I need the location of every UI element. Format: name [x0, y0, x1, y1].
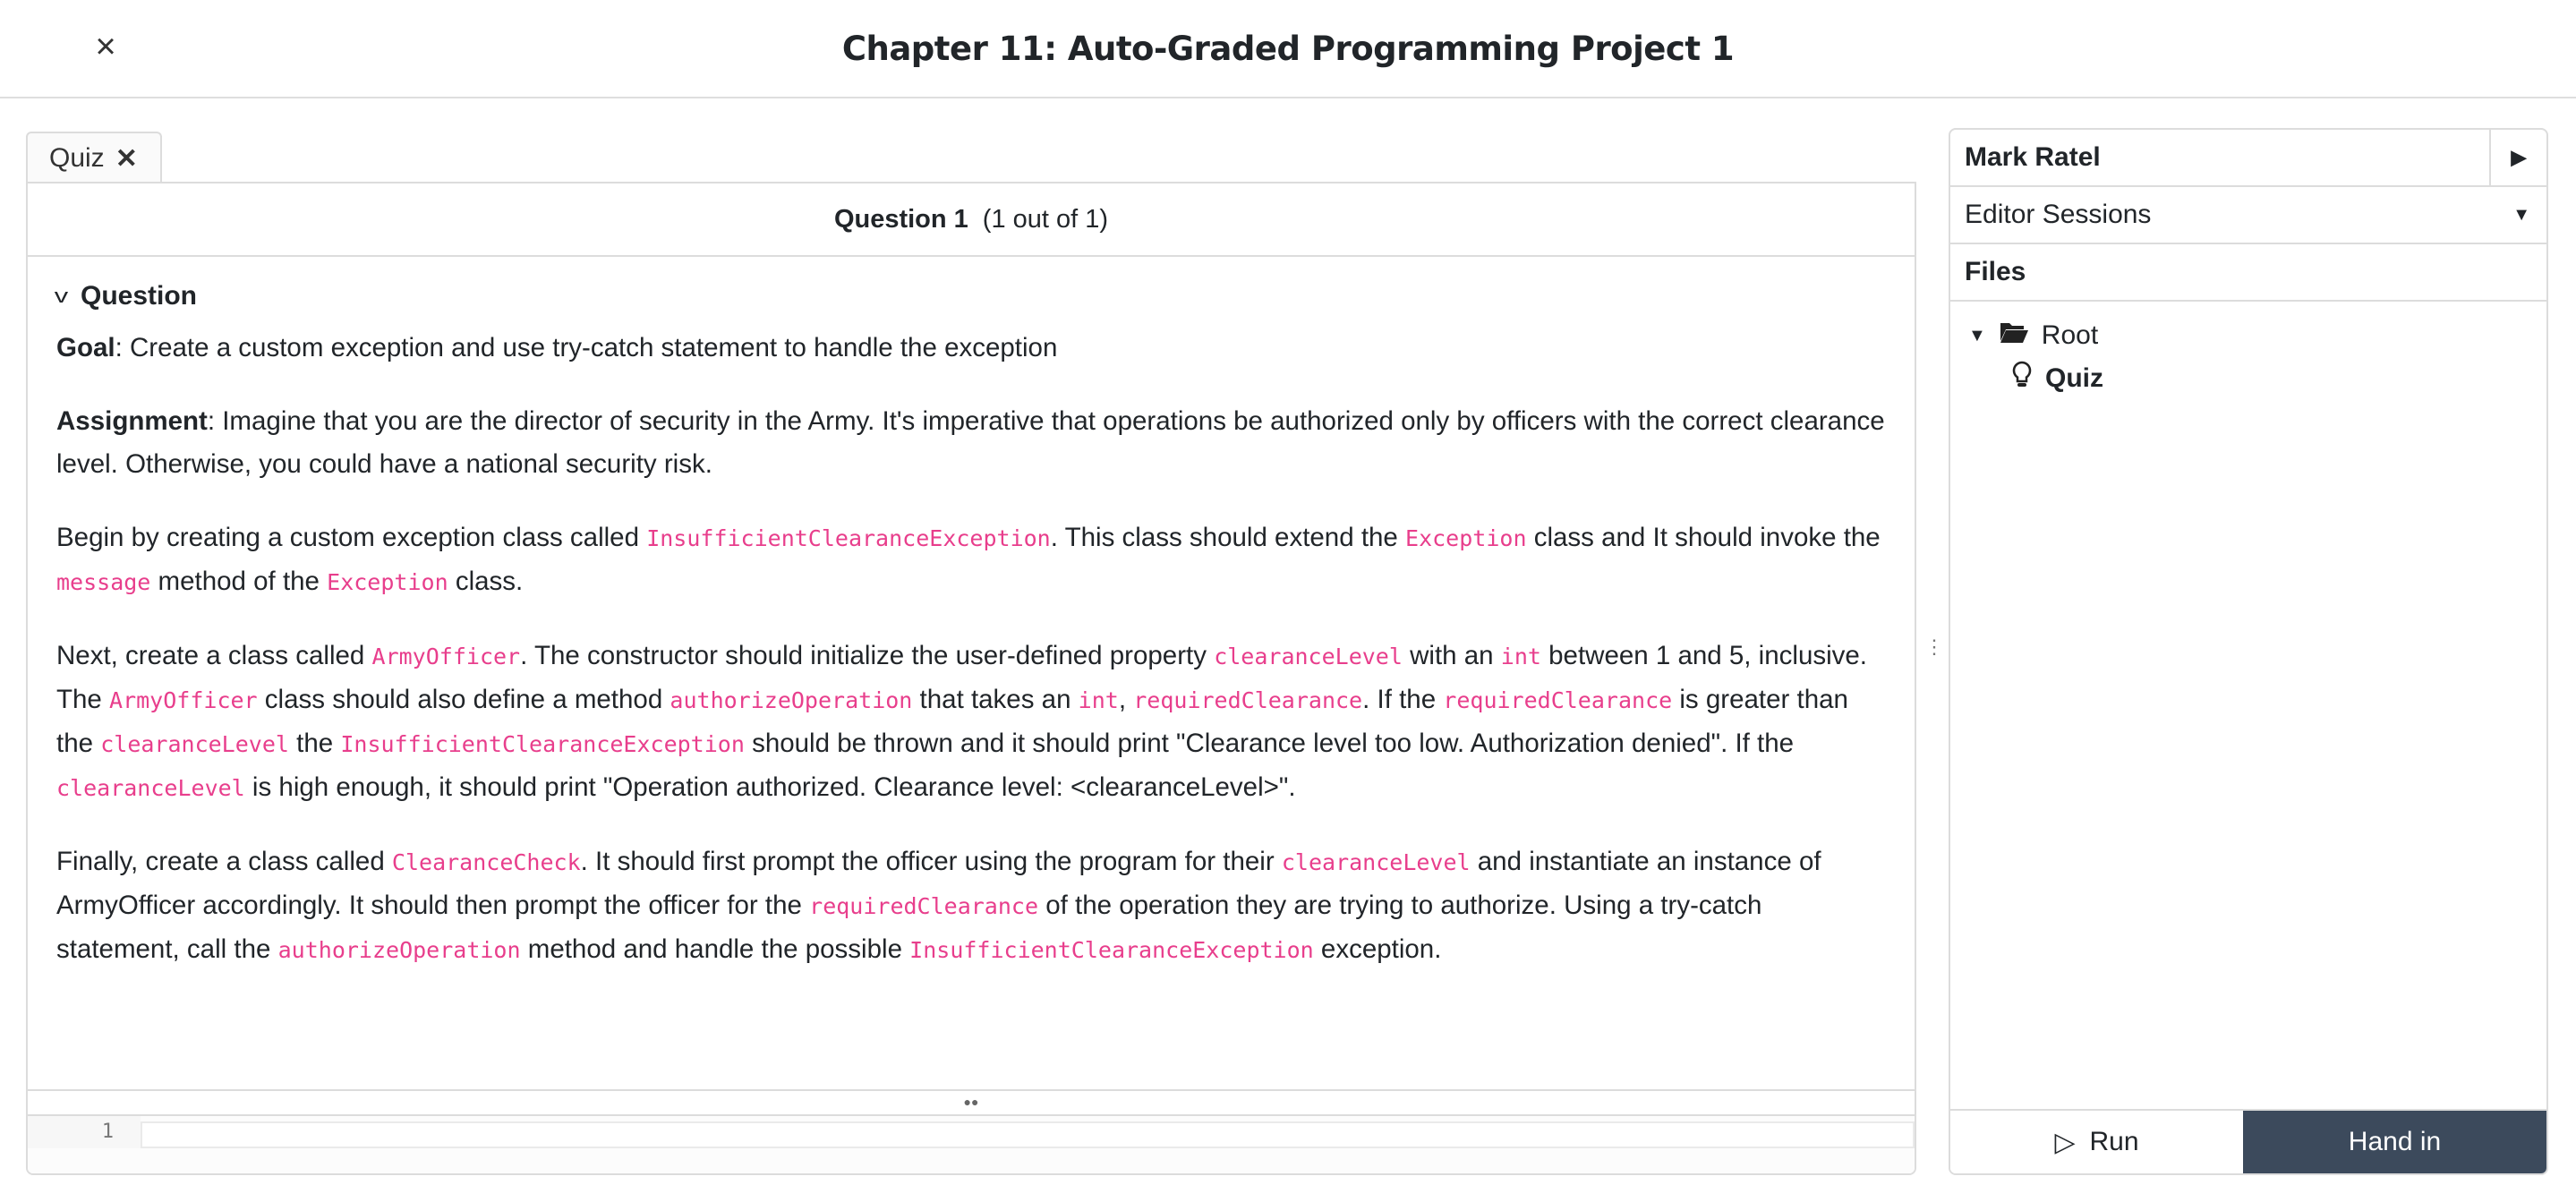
root-label: Root — [2041, 320, 2099, 350]
header — [0, 0, 2576, 98]
text-segment: and instantiate an instance of ArmyOfficer accordingly. It should then prompt the officer for the — [56, 847, 1821, 920]
code-identifier: ArmyOfficer — [371, 644, 521, 669]
lightbulb-icon — [2011, 361, 2033, 396]
code-identifier: InsufficientClearanceException — [340, 731, 745, 757]
folder-open-icon — [1999, 320, 2029, 352]
question-section-toggle[interactable] — [56, 275, 1886, 318]
tab-label: Quiz — [49, 143, 105, 173]
assignment-paragraph — [56, 400, 1886, 486]
paragraph-5 — [56, 840, 1886, 972]
code-identifier: requiredClearance — [1133, 687, 1363, 713]
text-segment: exception. — [1313, 934, 1442, 964]
code-identifier: int — [1078, 687, 1119, 713]
paragraph-4 — [56, 635, 1886, 810]
text-segment: Begin by creating a custom exception class called — [56, 523, 647, 552]
section-label: Question — [81, 281, 198, 311]
quiz-pane — [26, 132, 1916, 1175]
tab-quiz[interactable] — [26, 132, 162, 183]
text-segment: class and It should invoke the — [1526, 523, 1881, 552]
text-segment: is high enough, it should print "Operation authorized. Clearance level: <clearanceLevel>". — [244, 772, 1296, 802]
text-segment: class. — [448, 567, 524, 596]
code-identifier: int — [1500, 644, 1541, 669]
quiz-label: Quiz — [2045, 363, 2103, 393]
user-name: Mark Ratel — [1965, 142, 2101, 172]
text-segment: method and handle the possible — [520, 934, 910, 964]
text-segment: between 1 and 5, inclusive. The — [56, 641, 1868, 714]
sessions-label: Editor Sessions — [1965, 200, 2152, 229]
play-icon: ▷ — [2054, 1127, 2076, 1157]
files-label: Files — [1965, 257, 2026, 286]
code-identifier: requiredClearance — [1443, 687, 1673, 713]
text-segment: Finally, create a class called — [56, 847, 392, 876]
paragraph-3 — [56, 516, 1886, 604]
text-segment: that takes an — [912, 685, 1079, 714]
code-identifier: ClearanceCheck — [391, 849, 581, 875]
hand-in-button[interactable]: Hand in — [2243, 1111, 2546, 1173]
text-segment: class should also define a method — [257, 685, 670, 714]
code-identifier: InsufficientClearanceException — [646, 525, 1051, 551]
code-identifier: message — [56, 569, 151, 595]
files-heading — [1950, 244, 2546, 302]
close-tab-icon[interactable]: ✕ — [115, 143, 138, 174]
question-content — [28, 257, 1915, 1053]
code-identifier: clearanceLevel — [1281, 849, 1471, 875]
code-identifier: Exception — [327, 569, 448, 595]
question-header — [28, 183, 1915, 257]
chevron-down-icon: v — [54, 285, 69, 307]
caret-down-icon: ▼ — [1968, 325, 1986, 345]
run-label: Run — [2089, 1127, 2139, 1156]
code-identifier: ArmyOfficer — [109, 687, 258, 713]
page-title: Chapter 11: Auto-Graded Programming Project 1 — [841, 29, 1735, 68]
code-line[interactable] — [141, 1121, 1915, 1148]
text-segment: , — [1118, 685, 1134, 714]
code-identifier: clearanceLevel — [1214, 644, 1403, 669]
line-number: 1 — [28, 1116, 141, 1148]
code-identifier: InsufficientClearanceException — [909, 937, 1314, 963]
tree-item-quiz[interactable] — [1968, 357, 2529, 400]
text-segment: should be thrown and it should print "Clearance level too low. Authorization denied". If the — [744, 729, 1795, 758]
question-panel — [26, 182, 1916, 1175]
goal-paragraph — [56, 327, 1886, 370]
text-segment: the — [288, 729, 341, 758]
caret-right-icon[interactable]: ▶ — [2489, 130, 2546, 185]
close-icon[interactable]: × — [95, 27, 116, 66]
code-editor[interactable] — [28, 1116, 1915, 1175]
goal-text: : Create a custom exception and use try-catch statement to handle the exception — [115, 333, 1058, 362]
vertical-splitter[interactable]: ⋮ — [1924, 635, 1944, 658]
file-tree — [1950, 302, 2546, 413]
user-row — [1950, 130, 2546, 187]
sidebar — [1949, 128, 2548, 1175]
assignment-text: : Imagine that you are the director of security in the Army. It's imperative that operations be authorized only by officers with the correct clearance level. Otherwise, you could have a national security risk. — [56, 406, 1885, 479]
text-segment: . It should first prompt the officer using the program for their — [580, 847, 1282, 876]
text-segment: is greater than the — [56, 685, 1848, 758]
text-segment: method of the — [150, 567, 328, 596]
text-segment: with an — [1402, 641, 1501, 670]
code-identifier: requiredClearance — [809, 893, 1039, 919]
caret-down-icon: ▼ — [2512, 204, 2530, 225]
text-segment: . If the — [1362, 685, 1444, 714]
action-bar — [1950, 1109, 2546, 1173]
text-segment: of the operation they are trying to authorize. Using a try-catch statement, call the — [56, 891, 1762, 964]
question-title: Question 1 — [833, 204, 968, 234]
code-identifier: authorizeOperation — [670, 687, 913, 713]
run-button[interactable] — [1950, 1111, 2243, 1173]
code-identifier: clearanceLevel — [56, 775, 245, 801]
code-identifier: Exception — [1405, 525, 1527, 551]
code-identifier: clearanceLevel — [100, 731, 289, 757]
text-segment: . This class should extend the — [1050, 523, 1406, 552]
horizontal-splitter[interactable]: ●● — [28, 1089, 1915, 1116]
text-segment: . The constructor should initialize the user-defined property — [520, 641, 1215, 670]
question-count: (1 out of 1) — [982, 204, 1109, 234]
assignment-label: Assignment — [56, 406, 208, 436]
text-segment: Next, create a class called — [56, 641, 372, 670]
tree-item-root[interactable] — [1968, 314, 2529, 357]
code-identifier: authorizeOperation — [277, 937, 521, 963]
editor-sessions-dropdown[interactable] — [1950, 187, 2546, 244]
goal-label: Goal — [56, 333, 115, 362]
